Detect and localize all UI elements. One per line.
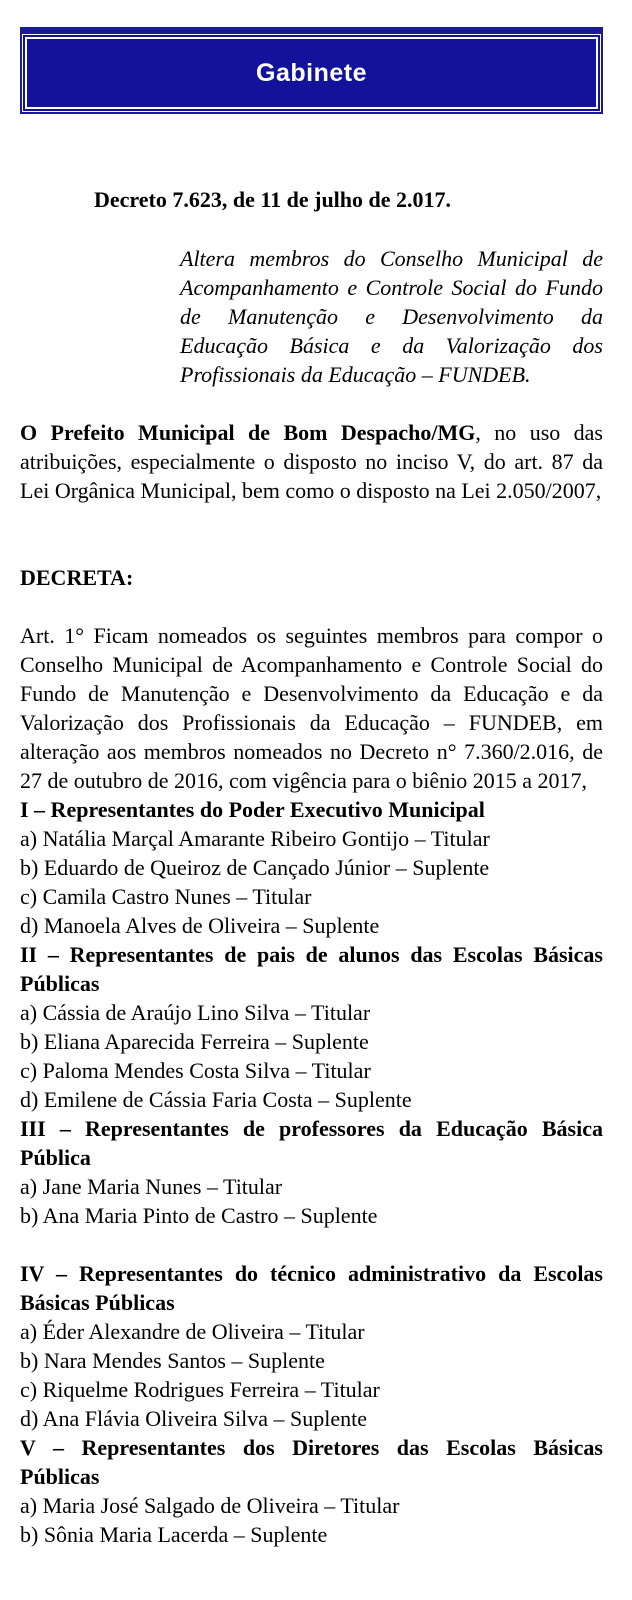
member-item: a) Maria José Salgado de Oliveira – Titular	[20, 1493, 400, 1518]
section-title: Gabinete	[256, 58, 367, 87]
header-banner	[20, 27, 603, 114]
group-heading-2: II – Representantes de pais de alunos das Escolas Básicas Públicas	[20, 942, 603, 996]
preamble-text: , no uso das atribuições, especialmente o disposto no inciso V, do art. 87 da Lei Orgânica Municipal, bem como o disposto na Lei 2.050/2007,	[20, 420, 603, 503]
preamble-authority: O Prefeito Municipal de Bom Despacho/MG	[20, 420, 476, 445]
blank-line	[20, 1230, 603, 1259]
member-item: d) Ana Flávia Oliveira Silva – Suplente	[20, 1406, 368, 1431]
member-item: b) Sônia Maria Lacerda – Suplente	[20, 1522, 328, 1547]
member-item: a) Éder Alexandre de Oliveira – Titular	[20, 1319, 365, 1344]
member-item: d) Emilene de Cássia Faria Costa – Suplente	[20, 1087, 412, 1112]
header-banner-inner	[25, 37, 598, 109]
member-item: b) Eduardo de Queiroz de Cançado Júnior – Suplente	[20, 855, 490, 880]
decree-summary: Altera membros do Conselho Municipal de Acompanhamento e Controle Social do Fundo de Manutenção e Desenvolvimento da Educação Básica e da Valorização dos Profissionais da Educação – FUNDEB.	[180, 246, 603, 387]
member-item: b) Eliana Aparecida Ferreira – Suplente	[20, 1029, 369, 1054]
document-page	[20, 27, 603, 1547]
member-item: b) Nara Mendes Santos – Suplente	[20, 1348, 325, 1373]
article-1	[20, 621, 603, 1549]
member-item: c) Paloma Mendes Costa Silva – Titular	[20, 1058, 371, 1083]
group-heading-3: III – Representantes de professores da Educação Básica Pública	[20, 1116, 603, 1170]
member-item: c) Riquelme Rodrigues Ferreira – Titular	[20, 1377, 380, 1402]
member-item: b) Ana Maria Pinto de Castro – Suplente	[20, 1203, 378, 1228]
decreta-heading: DECRETA:	[20, 565, 134, 590]
group-heading-4: IV – Representantes do técnico administrativo da Escolas Básicas Públicas	[20, 1261, 603, 1315]
group-heading-5: V – Representantes dos Diretores das Escolas Básicas Públicas	[20, 1435, 603, 1489]
member-item: c) Camila Castro Nunes – Titular	[20, 884, 312, 909]
decree-title: Decreto 7.623, de 11 de julho de 2.017.	[93, 187, 452, 212]
member-item: a) Natália Marçal Amarante Ribeiro Gontijo – Titular	[20, 826, 490, 851]
member-item: a) Jane Maria Nunes – Titular	[20, 1174, 283, 1199]
decree-preamble	[20, 418, 603, 505]
member-item: d) Manoela Alves de Oliveira – Suplente	[20, 913, 380, 938]
member-item: a) Cássia de Araújo Lino Silva – Titular	[20, 1000, 371, 1025]
group-heading-1: I – Representantes do Poder Executivo Municipal	[20, 797, 485, 822]
article-1-text: Art. 1° Ficam nomeados os seguintes membros para compor o Conselho Municipal de Acompanhamento e Controle Social do Fundo de Manutenção e Desenvolvimento da Educação e da Valorização dos Profissionais da Educação – FUNDEB, em alteração aos membros nomeados no Decreto n° 7.360/2.016, de 27 de outubro de 2016, com vigência para o biênio 2015 a 2017,	[20, 623, 603, 793]
